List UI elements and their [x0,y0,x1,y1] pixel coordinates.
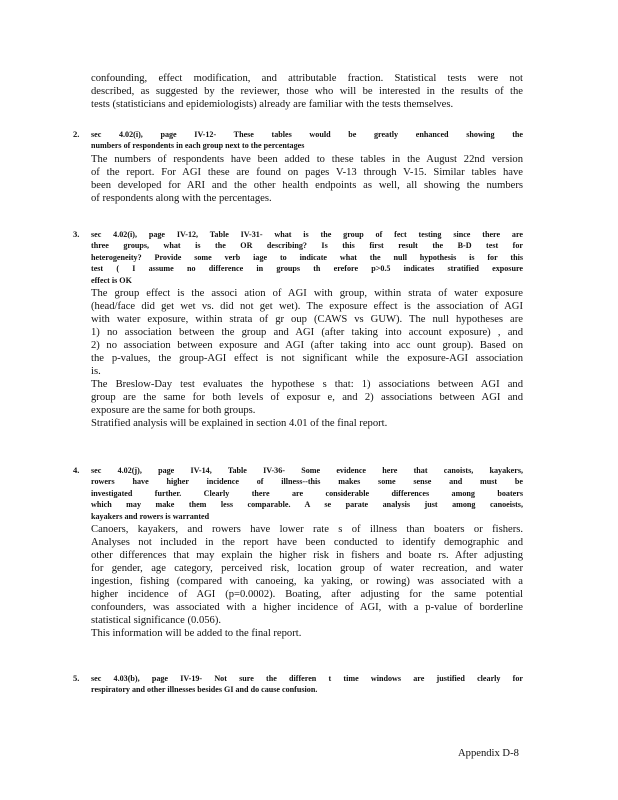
review-item-4 [73,465,523,640]
comment-line: kayakers and rowers is warranted [91,511,210,521]
response-line: Stratified analysis will be explained in section 4.01 of the final report. [91,418,388,430]
item-number: 4. [73,465,80,475]
response-paragraph [91,378,523,430]
comment-line: investigated further. Clearly there are considerable differences among boaters [91,488,523,498]
item-number: 2. [73,129,80,139]
response-line: (head/face did get wet vs. did not get wet). The exposure effect is the association of AGI [91,301,523,313]
lead-line: described, as suggested by the reviewer, those who will be interested in the results of the [91,86,523,97]
comment-line: sec 4.02(j), page IV-14, Table IV-36- Some evidence here that canoists, kayakers, [91,466,523,475]
response-line: is. [91,366,101,378]
comment-line: numbers of respondents in each group next to the percentages [91,141,305,151]
comment-line: three groups, what is the OR describing? Is this first result the B-D test for [91,241,523,251]
item-number: 5. [73,673,80,683]
response-paragraph [91,287,523,378]
response [91,523,523,640]
item-number: 3. [73,229,80,239]
review-item-3 [73,229,523,430]
response-line: 2) no association between exposure and AGI (after taking into acc ount group). Based on [91,340,523,352]
reviewer-comment [91,673,523,696]
response-line: group are the same for both levels of exposur e, and 2) associations between AGI and [91,392,523,404]
response [91,287,523,430]
response-paragraph [91,523,523,640]
comment-line: sec 4.02(i), page IV-12, Table IV-31- what is the group of fect testing since there are [91,230,523,239]
response-line: higher incidence of AGI (p=0.0002). Boating, after adjusting for the same potential [91,589,523,601]
response-line: This information will be added to the final report. [91,628,302,640]
response-paragraph [91,153,523,205]
comment-line: rowers have higher incidence of illness--this makes some sense and must be [91,477,523,487]
response-line: with water exposure, within strata of gr oup (CAWS vs GUW). The null hypotheses are [91,314,523,326]
comment-line: effect is OK [91,275,132,285]
comment-line: sec 4.02(i), page IV-12- These tables would be greatly enhanced showing the [91,130,523,139]
reviewer-comment [91,129,523,152]
response-line: ingestion, fishing (compared with canoeing, ka yaking, or rowing) was associated with a [91,576,523,588]
comment-line: which may make them less comparable. A se parate analysis just among canoeists, [91,500,523,510]
reviewer-comment [91,465,523,522]
response-line: Analyses not included in the report have been conducted to identify demographic and [91,537,523,549]
response-line: of respondents along with the percentages. [91,192,272,204]
comment-line: respiratory and other illnesses besides GI and do cause confusion. [91,685,318,695]
response-line: statistical significance (0.056). [91,615,222,627]
review-item-5 [73,673,523,696]
response-line: been developed for ARI and the other health endpoints as well, all showing the numbers [91,179,523,191]
response-line: other differences that may explain the higher risk in fishers and boate rs. After adjusting [91,550,523,562]
comment-line: sec 4.03(b), page IV-19- Not sure the differen t time windows are justified clearly for [91,674,523,683]
response [91,153,523,205]
reviewer-comment [91,229,523,286]
response-line: 1) no association between the group and AGI (after taking into account exposure) , and [91,327,523,339]
lead-paragraph [91,72,523,111]
response-line: The Breslow-Day test evaluates the hypothese s that: 1) associations between AGI and [91,379,523,391]
response-line: The group effect is the associ ation of AGI with group, within strata of water exposure [91,288,523,300]
response-line: Canoers, kayakers, and rowers have lower rate s of illness than boaters or fishers. [91,524,523,536]
response-line: exposure are the same for both groups. [91,405,256,417]
comment-line: heterogeneity? Provide some verb iage to indicate what the null hypothesis is for this [91,252,523,262]
page-footer: Appendix D-8 [458,748,519,759]
response-line: The numbers of respondents have been added to these tables in the August 22nd version [91,153,523,165]
lead-line: tests (statisticians and epidemiologists) already are familiar with the tests themselves. [91,99,454,110]
response-line: of the report. For AGI these are found on pages V-13 through V-15. Similar tables have [91,166,523,178]
response-line: confounders, was associated with a higher incidence of AGI, with a p-value of borderline [91,602,523,614]
response-line: for gender, age category, perceived risk, location group of water recreation, and water [91,563,523,575]
lead-line: confounding, effect modification, and attributable fraction. Statistical tests were not [91,73,523,84]
comment-line: test ( I assume no difference in groups th erefore p>0.5 indicates stratified exposure [91,264,523,274]
response-line: the p-values, the group-AGI effect is not significant while the exposure-AGI association [91,353,523,365]
review-item-2 [73,129,523,205]
